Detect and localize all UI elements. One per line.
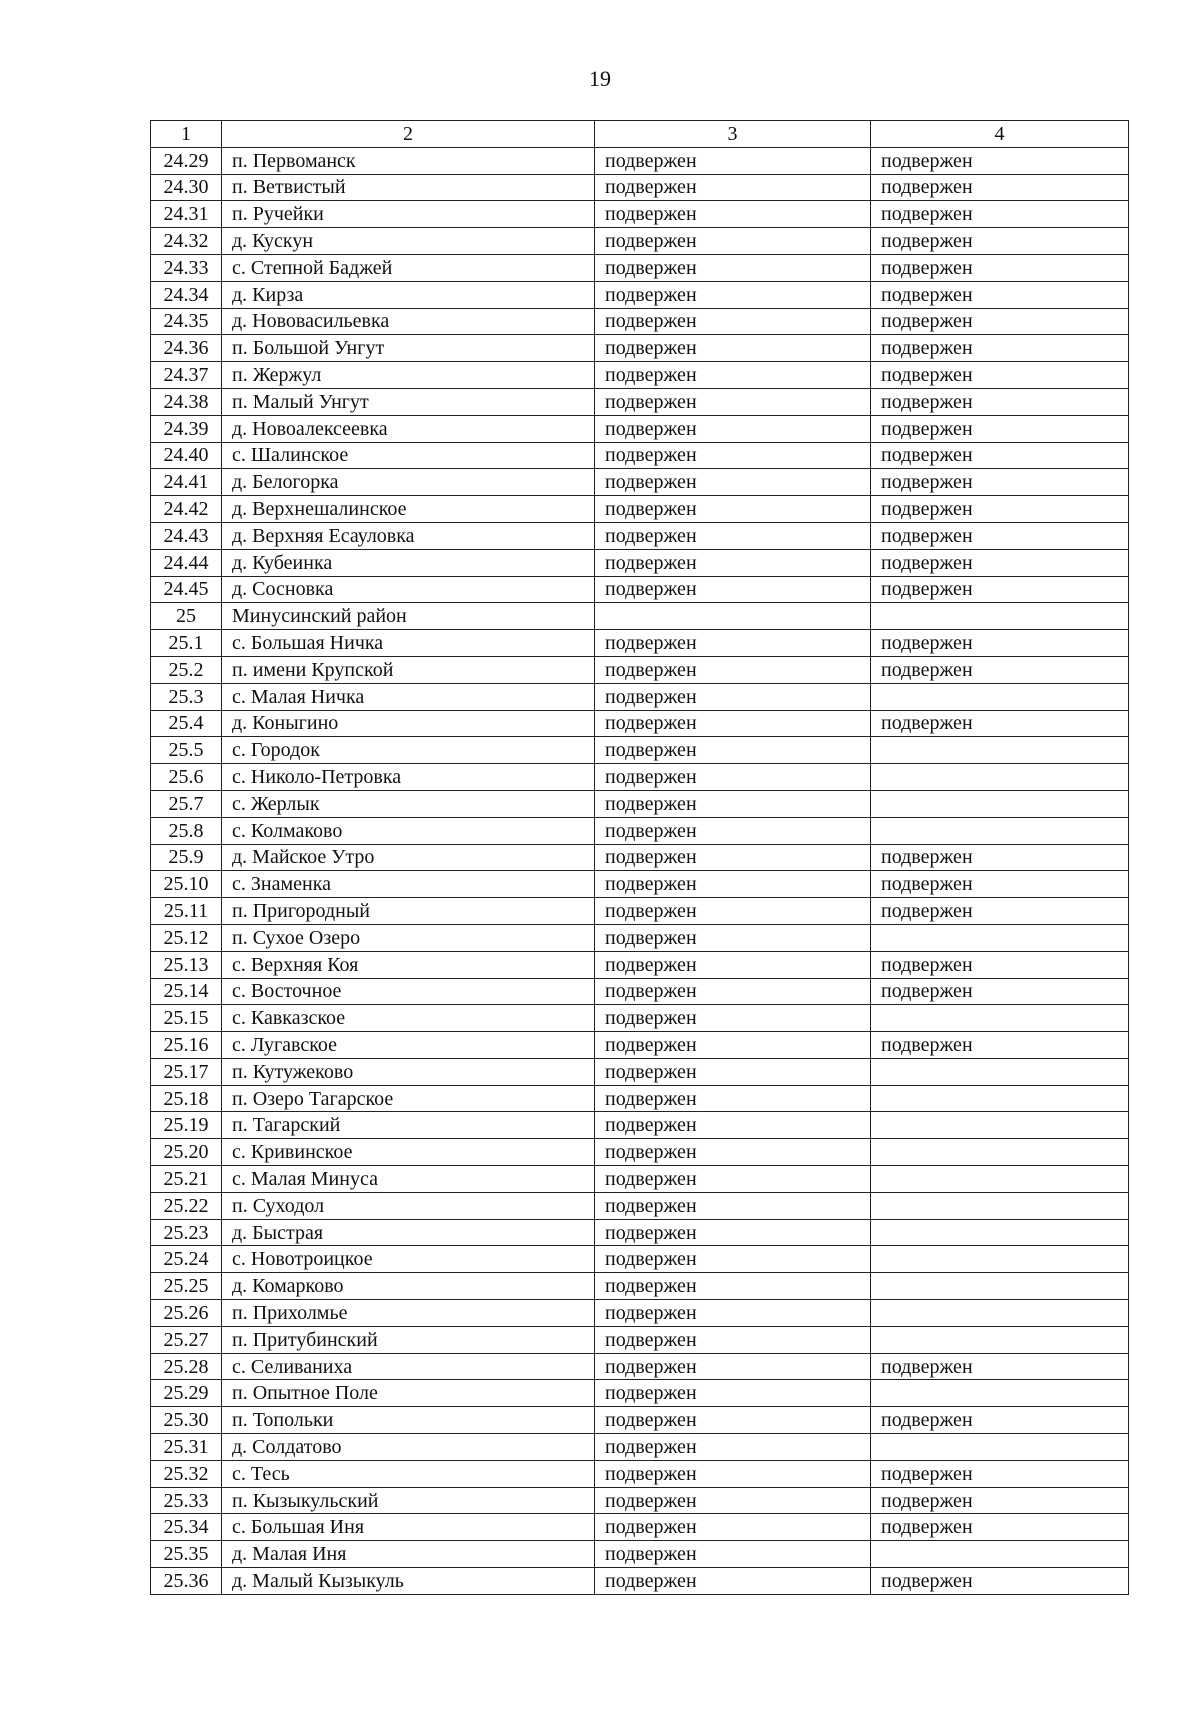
table-row [151,1085,1129,1112]
row-number-cell: 25.30 [151,1407,222,1434]
table-row [151,362,1129,389]
row-number-cell: 25.16 [151,1032,222,1059]
row-number-cell: 25.34 [151,1514,222,1541]
settlement-name-cell: п. Озеро Тагарское [222,1085,595,1112]
column-3-cell: подвержен [595,1219,871,1246]
table-row [151,1032,1129,1059]
table-row [151,335,1129,362]
row-number-cell: 25.15 [151,1005,222,1032]
column-3-cell: подвержен [595,1246,871,1273]
row-number-cell: 24.38 [151,388,222,415]
settlements-table [150,120,1129,1595]
settlement-name-cell: п. Притубинский [222,1326,595,1353]
column-4-cell: подвержен [871,898,1129,925]
settlement-name-cell: д. Комарково [222,1273,595,1300]
column-4-cell [871,1139,1129,1166]
column-3-cell: подвержен [595,228,871,255]
settlement-name-cell: с. Николо-Петровка [222,764,595,791]
column-4-cell: подвержен [871,335,1129,362]
settlement-name-cell: д. Новоалексеевка [222,415,595,442]
row-number-cell: 25.25 [151,1273,222,1300]
settlement-name-cell: д. Кускун [222,228,595,255]
table-row [151,1326,1129,1353]
column-4-cell: подвержен [871,469,1129,496]
column-4-cell: подвержен [871,442,1129,469]
row-number-cell: 24.40 [151,442,222,469]
settlement-name-cell: с. Колмаково [222,817,595,844]
column-3-cell: подвержен [595,308,871,335]
header-cell-1: 1 [151,121,222,148]
column-4-cell: подвержен [871,656,1129,683]
column-4-cell: подвержен [871,1407,1129,1434]
column-4-cell [871,603,1129,630]
settlement-name-cell: д. Малая Иня [222,1541,595,1568]
row-number-cell: 24.41 [151,469,222,496]
settlement-name-cell: д. Нововасильевка [222,308,595,335]
table-row [151,1219,1129,1246]
column-3-cell: подвержен [595,844,871,871]
table-row [151,1300,1129,1327]
row-number-cell: 25.29 [151,1380,222,1407]
column-3-cell: подвержен [595,1273,871,1300]
settlement-name-cell: с. Большая Иня [222,1514,595,1541]
column-4-cell [871,1058,1129,1085]
settlement-name-cell: п. Ветвистый [222,174,595,201]
column-4-cell: подвержен [871,228,1129,255]
column-3-cell: подвержен [595,549,871,576]
column-3-cell: подвержен [595,764,871,791]
settlement-name-cell: с. Малая Минуса [222,1166,595,1193]
column-3-cell: подвержен [595,1139,871,1166]
column-4-cell: подвержен [871,844,1129,871]
column-4-cell: подвержен [871,281,1129,308]
column-3-cell [595,603,871,630]
settlement-name-cell: п. Сухое Озеро [222,924,595,951]
settlement-name-cell: п. имени Крупской [222,656,595,683]
settlement-name-cell: с. Большая Ничка [222,630,595,657]
column-4-cell [871,683,1129,710]
row-number-cell: 25.32 [151,1460,222,1487]
column-3-cell: подвержен [595,174,871,201]
table-row [151,201,1129,228]
column-3-cell: подвержен [595,147,871,174]
table-row [151,924,1129,951]
settlement-name-cell: д. Белогорка [222,469,595,496]
table-row [151,1112,1129,1139]
column-4-cell: подвержен [871,415,1129,442]
column-3-cell: подвержен [595,924,871,951]
table-row [151,254,1129,281]
column-4-cell: подвержен [871,576,1129,603]
table-row [151,469,1129,496]
column-3-cell: подвержен [595,710,871,737]
row-number-cell: 24.34 [151,281,222,308]
table-row [151,764,1129,791]
table-row [151,1058,1129,1085]
column-3-cell: подвержен [595,1192,871,1219]
column-3-cell: подвержен [595,442,871,469]
column-4-cell: подвержен [871,388,1129,415]
settlement-name-cell: с. Тесь [222,1460,595,1487]
table-row [151,1246,1129,1273]
settlement-name-cell: п. Опытное Поле [222,1380,595,1407]
page-number: 19 [589,66,611,91]
settlement-name-cell: п. Кызыкульский [222,1487,595,1514]
settlement-name-cell: п. Первоманск [222,147,595,174]
column-3-cell: подвержен [595,898,871,925]
column-3-cell: подвержен [595,1005,871,1032]
settlement-name-cell: п. Малый Унгут [222,388,595,415]
row-number-cell: 25.22 [151,1192,222,1219]
row-number-cell: 25.6 [151,764,222,791]
column-4-cell [871,1300,1129,1327]
column-3-cell: подвержен [595,1085,871,1112]
column-3-cell: подвержен [595,1434,871,1461]
column-3-cell: подвержен [595,469,871,496]
table-row [151,1273,1129,1300]
column-4-cell [871,1219,1129,1246]
table-row [151,228,1129,255]
settlement-name-cell: с. Городок [222,737,595,764]
column-4-cell: подвержен [871,174,1129,201]
settlement-name-cell: с. Новотроицкое [222,1246,595,1273]
table-row [151,710,1129,737]
settlement-name-cell: с. Жерлык [222,790,595,817]
table-row [151,388,1129,415]
table-row [151,603,1129,630]
column-3-cell: подвержен [595,1058,871,1085]
row-number-cell: 24.29 [151,147,222,174]
column-4-cell: подвержен [871,1353,1129,1380]
table-row [151,978,1129,1005]
row-number-cell: 25.17 [151,1058,222,1085]
column-4-cell [871,1380,1129,1407]
row-number-cell: 25.9 [151,844,222,871]
table-row [151,549,1129,576]
column-4-cell: подвержен [871,978,1129,1005]
settlement-name-cell: п. Большой Унгут [222,335,595,362]
row-number-cell: 24.37 [151,362,222,389]
row-number-cell: 25.23 [151,1219,222,1246]
table-row [151,1434,1129,1461]
header-cell-2: 2 [222,121,595,148]
settlement-name-cell: п. Кутужеково [222,1058,595,1085]
settlement-name-cell: п. Жержул [222,362,595,389]
settlement-name-cell: с. Кавказское [222,1005,595,1032]
settlement-name-cell: с. Селиваниха [222,1353,595,1380]
column-3-cell: подвержен [595,871,871,898]
column-4-cell: подвержен [871,1460,1129,1487]
settlement-name-cell: п. Пригородный [222,898,595,925]
column-4-cell [871,1112,1129,1139]
column-3-cell: подвержен [595,683,871,710]
column-3-cell: подвержен [595,978,871,1005]
row-number-cell: 25.2 [151,656,222,683]
table-row [151,683,1129,710]
settlement-name-cell: д. Кирза [222,281,595,308]
table-row [151,630,1129,657]
column-4-cell [871,1434,1129,1461]
table-row [151,656,1129,683]
row-number-cell: 24.43 [151,522,222,549]
row-number-cell: 25.26 [151,1300,222,1327]
column-3-cell: подвержен [595,1380,871,1407]
column-3-cell: подвержен [595,1568,871,1595]
column-4-cell [871,737,1129,764]
column-3-cell: подвержен [595,1112,871,1139]
row-number-cell: 25.11 [151,898,222,925]
column-3-cell: подвержен [595,1514,871,1541]
column-3-cell: подвержен [595,790,871,817]
column-3-cell: подвержен [595,254,871,281]
column-3-cell: подвержен [595,1460,871,1487]
row-number-cell: 25.24 [151,1246,222,1273]
column-4-cell [871,1085,1129,1112]
settlement-name-cell: д. Малый Кызыкуль [222,1568,595,1595]
row-number-cell: 24.42 [151,496,222,523]
column-4-cell [871,1246,1129,1273]
row-number-cell: 25.36 [151,1568,222,1595]
column-3-cell: подвержен [595,576,871,603]
row-number-cell: 25.27 [151,1326,222,1353]
column-4-cell: подвержен [871,201,1129,228]
settlement-name-cell: с. Лугавское [222,1032,595,1059]
column-4-cell: подвержен [871,1032,1129,1059]
table-row [151,790,1129,817]
column-4-cell: подвержен [871,1487,1129,1514]
column-3-cell: подвержен [595,656,871,683]
row-number-cell: 25.5 [151,737,222,764]
column-3-cell: подвержен [595,737,871,764]
settlement-name-cell: с. Малая Ничка [222,683,595,710]
table-row [151,174,1129,201]
column-4-cell: подвержен [871,522,1129,549]
row-number-cell: 24.30 [151,174,222,201]
row-number-cell: 24.44 [151,549,222,576]
table-row [151,1380,1129,1407]
table-row [151,737,1129,764]
header-cell-3: 3 [595,121,871,148]
table-row [151,1139,1129,1166]
column-3-cell: подвержен [595,951,871,978]
column-4-cell: подвержен [871,496,1129,523]
table-row [151,898,1129,925]
column-3-cell: подвержен [595,630,871,657]
row-number-cell: 24.35 [151,308,222,335]
table-row [151,1514,1129,1541]
table-row [151,308,1129,335]
column-3-cell: подвержен [595,281,871,308]
column-4-cell [871,790,1129,817]
row-number-cell: 25.19 [151,1112,222,1139]
column-4-cell [871,924,1129,951]
settlement-name-cell: п. Ручейки [222,201,595,228]
row-number-cell: 25.10 [151,871,222,898]
row-number-cell: 25.28 [151,1353,222,1380]
table-row [151,871,1129,898]
column-4-cell [871,764,1129,791]
table-body [151,121,1129,1595]
row-number-cell: 24.33 [151,254,222,281]
column-4-cell: подвержен [871,1568,1129,1595]
row-number-cell: 24.45 [151,576,222,603]
settlement-name-cell: д. Верхняя Есауловка [222,522,595,549]
table-row [151,1541,1129,1568]
settlement-name-cell: д. Солдатово [222,1434,595,1461]
table-row [151,1353,1129,1380]
row-number-cell: 25 [151,603,222,630]
column-4-cell: подвержен [871,549,1129,576]
column-3-cell: подвержен [595,362,871,389]
row-number-cell: 25.1 [151,630,222,657]
table-row [151,442,1129,469]
table-row [151,951,1129,978]
column-4-cell: подвержен [871,254,1129,281]
column-3-cell: подвержен [595,335,871,362]
table-header-row [151,121,1129,148]
row-number-cell: 25.4 [151,710,222,737]
column-4-cell [871,817,1129,844]
column-4-cell: подвержен [871,710,1129,737]
column-4-cell: подвержен [871,308,1129,335]
table-row [151,1407,1129,1434]
table-row [151,844,1129,871]
table-row [151,496,1129,523]
column-3-cell: подвержен [595,522,871,549]
row-number-cell: 25.21 [151,1166,222,1193]
settlement-name-cell: с. Верхняя Коя [222,951,595,978]
row-number-cell: 25.12 [151,924,222,951]
column-3-cell: подвержен [595,1032,871,1059]
settlement-name-cell: д. Верхнешалинское [222,496,595,523]
row-number-cell: 24.31 [151,201,222,228]
settlement-name-cell: с. Кривинское [222,1139,595,1166]
column-4-cell: подвержен [871,362,1129,389]
row-number-cell: 25.8 [151,817,222,844]
column-4-cell: подвержен [871,147,1129,174]
table-row [151,1460,1129,1487]
settlement-name-cell: п. Прихолмье [222,1300,595,1327]
table-row [151,1005,1129,1032]
settlement-name-cell: с. Восточное [222,978,595,1005]
table-row [151,522,1129,549]
column-3-cell: подвержен [595,1166,871,1193]
column-3-cell: подвержен [595,415,871,442]
column-3-cell: подвержен [595,1407,871,1434]
table-row [151,147,1129,174]
table-row [151,1192,1129,1219]
table-row [151,1166,1129,1193]
row-number-cell: 25.13 [151,951,222,978]
table-row [151,817,1129,844]
column-4-cell: подвержен [871,871,1129,898]
row-number-cell: 25.7 [151,790,222,817]
row-number-cell: 25.33 [151,1487,222,1514]
settlement-name-cell: д. Майское Утро [222,844,595,871]
column-4-cell [871,1541,1129,1568]
column-4-cell [871,1326,1129,1353]
table-row [151,415,1129,442]
column-4-cell [871,1005,1129,1032]
column-3-cell: подвержен [595,1541,871,1568]
row-number-cell: 24.32 [151,228,222,255]
column-3-cell: подвержен [595,388,871,415]
table-row [151,281,1129,308]
settlement-name-cell: с. Шалинское [222,442,595,469]
row-number-cell: 25.35 [151,1541,222,1568]
column-4-cell [871,1273,1129,1300]
column-3-cell: подвержен [595,817,871,844]
table-row [151,576,1129,603]
column-4-cell: подвержен [871,1514,1129,1541]
column-3-cell: подвержен [595,201,871,228]
column-3-cell: подвержен [595,1353,871,1380]
row-number-cell: 25.18 [151,1085,222,1112]
settlement-name-cell: Минусинский район [222,603,595,630]
column-4-cell [871,1192,1129,1219]
settlement-name-cell: д. Коныгино [222,710,595,737]
header-cell-4: 4 [871,121,1129,148]
table-row [151,1487,1129,1514]
row-number-cell: 24.39 [151,415,222,442]
column-3-cell: подвержен [595,1487,871,1514]
settlement-name-cell: п. Тагарский [222,1112,595,1139]
settlement-name-cell: п. Топольки [222,1407,595,1434]
row-number-cell: 25.31 [151,1434,222,1461]
column-3-cell: подвержен [595,496,871,523]
column-4-cell: подвержен [871,951,1129,978]
column-3-cell: подвержен [595,1326,871,1353]
table-row [151,1568,1129,1595]
column-3-cell: подвержен [595,1300,871,1327]
settlement-name-cell: с. Знаменка [222,871,595,898]
settlement-name-cell: п. Суходол [222,1192,595,1219]
row-number-cell: 24.36 [151,335,222,362]
settlement-name-cell: д. Кубеинка [222,549,595,576]
settlement-name-cell: с. Степной Баджей [222,254,595,281]
settlement-name-cell: д. Сосновка [222,576,595,603]
column-4-cell: подвержен [871,630,1129,657]
column-4-cell [871,1166,1129,1193]
row-number-cell: 25.20 [151,1139,222,1166]
row-number-cell: 25.3 [151,683,222,710]
row-number-cell: 25.14 [151,978,222,1005]
settlement-name-cell: д. Быстрая [222,1219,595,1246]
